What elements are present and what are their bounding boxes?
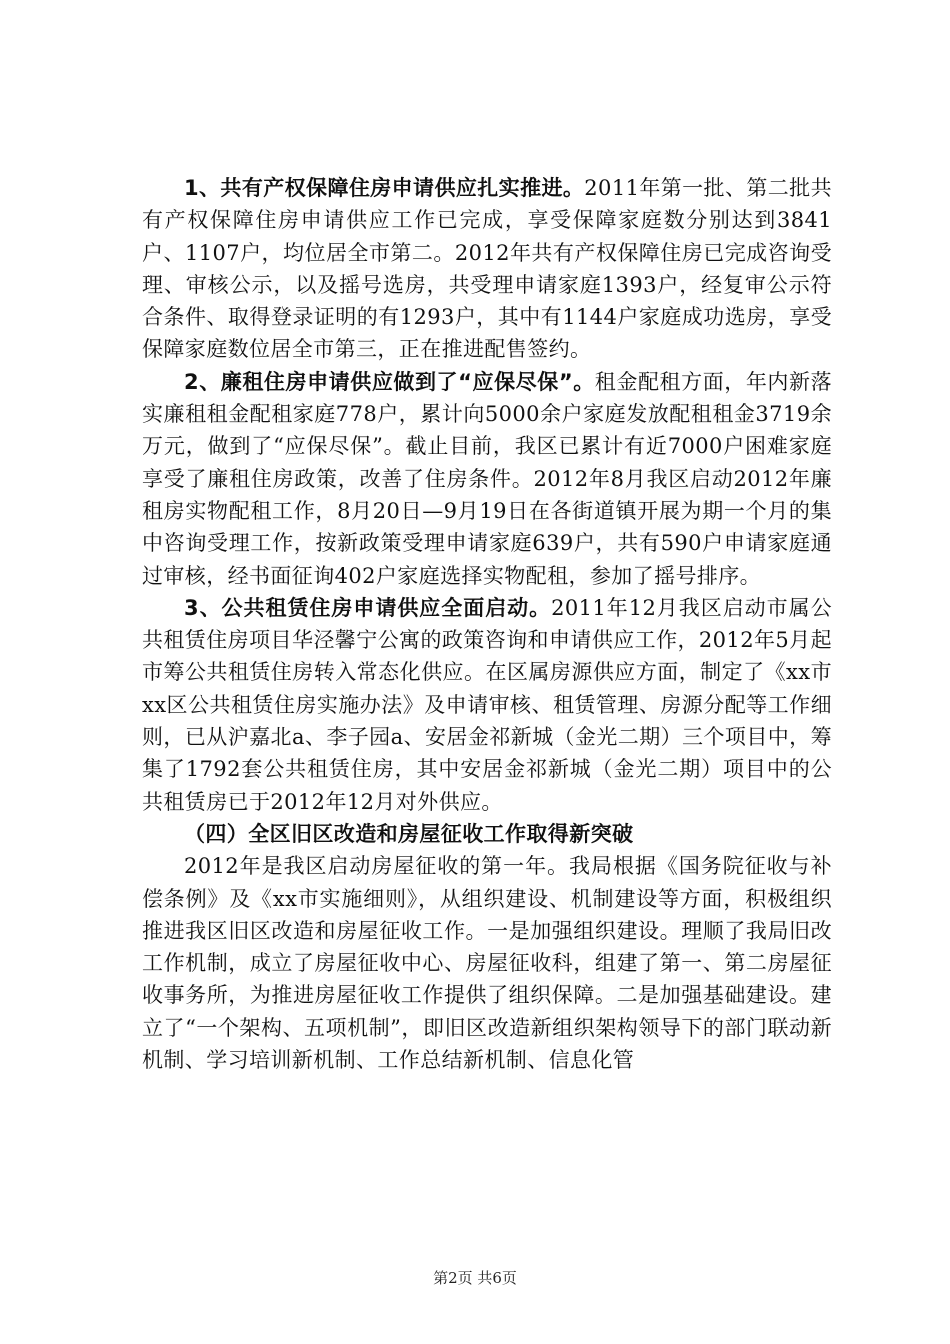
paragraph-text: 2011年12月我区启动市属公共租赁住房项目华泾馨宁公寓的政策咨询和申请供应工作，2012年5月起市筹公共租赁住房转入常态化供应。在区属房源供应方面，制定了《xx市xx区公共租赁住房实施办法》及申请审核、租赁管理、房源分配等工作细则，已从沪嘉北a、李子园a、安居金祁新城（金光二期）三个项目中，筹集了1792套公共租赁住房，其中安居金祁新城（金光二期）项目中的公共租赁房已于2012年12月对外供应。: [142, 595, 832, 814]
paragraph-old-district-renovation: 2012年是我区启动房屋征收的第一年。我局根据《国务院征收与补偿条例》及《xx市实施细则》，从组织建设、机制建设等方面，积极组织推进我区旧区改造和房屋征收工作。一是加强组织建设。理顺了我局旧改工作机制，成立了房屋征收中心、房屋征收科，组建了第一、第二房屋征收事务所，为推进房屋征收工作提供了组织保障。二是加强基础建设。建立了“一个架构、五项机制”，即旧区改造新组织架构领导下的部门联动新机制、学习培训新机制、工作总结新机制、信息化管: [142, 854, 832, 1073]
paragraph-lead: 2、廉租住房申请供应做到了“应保尽保”。: [184, 369, 595, 394]
paragraph-lead: 3、公共租赁住房申请供应全面启动。: [184, 595, 552, 620]
page-footer: 第2页 共6页: [433, 1269, 517, 1287]
document-body: [142, 172, 832, 1076]
paragraph-text: 2011年第一批、第二批共有产权保障住房申请供应工作已完成，享受保障家庭数分别达到3841户、1107户，均位居全市第二。2012年共有产权保障住房已完成咨询受理、审核公示，以及摇号选房，共受理申请家庭1393户，经复审公示符合条件、取得登录证明的有1293户，其中有1144户家庭成功选房，享受保障家庭数位居全市第三，正在推进配售签约。: [142, 176, 832, 362]
paragraph-lead: 1、共有产权保障住房申请供应扎实推进。: [184, 176, 585, 200]
paragraph-low-rent-housing: [142, 366, 832, 592]
section-heading: （四）全区旧区改造和房屋征收工作取得新突破: [184, 821, 634, 846]
paragraph-shared-ownership-housing: [142, 172, 832, 366]
paragraph-public-rental-housing: [142, 592, 832, 818]
paragraph-text: 租金配租方面，年内新落实廉租租金配租家庭778户，累计向5000余户家庭发放配租租金3719余万元，做到了“应保尽保”。截止目前，我区已累计有近7000户困难家庭享受了廉租住房政策，改善了住房条件。2012年8月我区启动2012年廉租房实物配租工作，8月20日—9月19日在各街道镇开展为期一个月的集中咨询受理工作，按新政策受理申请家庭639户，共有590户申请家庭通过审核，经书面征询402户家庭选择实物配租，参加了摇号排序。: [142, 369, 832, 588]
